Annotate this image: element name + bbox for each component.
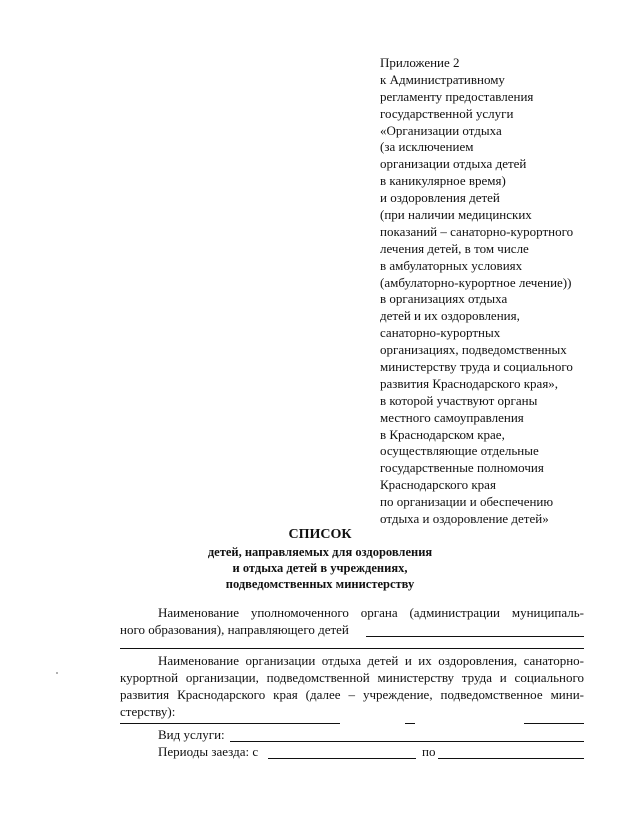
appendix-line: государственные полномочия <box>380 460 544 476</box>
paragraph-text: ного образования), направляющего детей <box>120 622 349 637</box>
appendix-line: показаний – санаторно-курортного <box>380 223 574 239</box>
period-end-field[interactable] <box>438 745 584 759</box>
paragraph-line: Наименование уполномоченного органа (администрации муниципаль- <box>158 605 584 620</box>
title-subtitle-line: детей, направляемых для оздоровления <box>207 545 433 559</box>
appendix-line: министерству труда и социального <box>380 359 573 375</box>
appendix-line: в каникулярное время) <box>380 173 506 189</box>
appendix-line: регламенту предоставления <box>380 88 534 104</box>
periods-label: Периоды заезда: с <box>158 744 259 759</box>
appendix-line: в которой участвуют органы <box>380 392 538 408</box>
organization-field[interactable] <box>524 723 584 724</box>
appendix-line: (за исключением <box>380 139 474 155</box>
appendix-line: «Организации отдыха <box>380 122 502 138</box>
paragraph-line: Наименование организации отдыха детей и их оздоровления, санаторно- <box>158 653 584 668</box>
appendix-line: Краснодарского края <box>380 477 496 493</box>
title-subtitle-line: подведомственных министерству <box>225 577 415 591</box>
scan-artifact <box>56 672 58 674</box>
service-row <box>120 726 584 760</box>
appendix-line: местного самоуправления <box>380 409 524 425</box>
appendix-line: и оздоровления детей <box>380 190 500 206</box>
appendix-line: осуществляющие отдельные <box>380 443 539 459</box>
organization-paragraph <box>120 652 584 720</box>
authorized-body-paragraph <box>120 604 584 638</box>
paragraph-line: стерству): <box>120 704 176 719</box>
appendix-line: в амбулаторных условиях <box>380 257 523 273</box>
service-line <box>120 726 584 743</box>
appendix-line: Приложение 2 <box>380 55 460 70</box>
appendix-line: организации отдыха детей <box>380 156 527 172</box>
paragraph-line: курортной организации, подведомственной министерству труда и социального <box>120 670 584 685</box>
appendix-line: (при наличии медицинских <box>380 207 532 223</box>
appendix-line: государственной услуги <box>380 105 514 121</box>
authorized-body-field-continuation[interactable] <box>120 648 584 649</box>
period-start-field[interactable] <box>268 745 416 759</box>
organization-field[interactable] <box>120 723 340 724</box>
appendix-line: лечения детей, в том числе <box>380 240 529 256</box>
title-subtitle-line: и отдыха детей в учреждениях, <box>232 561 408 575</box>
service-field[interactable] <box>230 728 584 742</box>
appendix-header <box>380 55 573 528</box>
appendix-line: (амбулаторно-курортное лечение)) <box>380 274 572 290</box>
title-main: СПИСОК <box>288 527 352 542</box>
periods-to-label: по <box>422 744 436 759</box>
appendix-line: по организации и обеспечению <box>380 494 554 510</box>
authorized-body-field[interactable] <box>366 623 584 637</box>
service-label: Вид услуги: <box>158 727 225 742</box>
appendix-line: организациях, подведомственных <box>380 342 567 358</box>
paragraph-line <box>120 621 584 638</box>
appendix-line: детей и их оздоровления, <box>380 308 520 324</box>
appendix-line: в Краснодарском крае, <box>380 426 505 442</box>
periods-line <box>120 743 584 760</box>
appendix-line: к Административному <box>380 71 505 87</box>
appendix-line: в организациях отдыха <box>380 291 508 307</box>
appendix-line: санаторно-курортных <box>380 325 501 341</box>
appendix-line: отдыха и оздоровление детей» <box>380 511 549 527</box>
document-title <box>0 526 640 592</box>
organization-field[interactable] <box>405 723 415 724</box>
appendix-line: развития Краснодарского края», <box>380 375 559 391</box>
paragraph-line: развития Краснодарского края (далее – учреждение, подведомственное мини- <box>120 687 584 702</box>
